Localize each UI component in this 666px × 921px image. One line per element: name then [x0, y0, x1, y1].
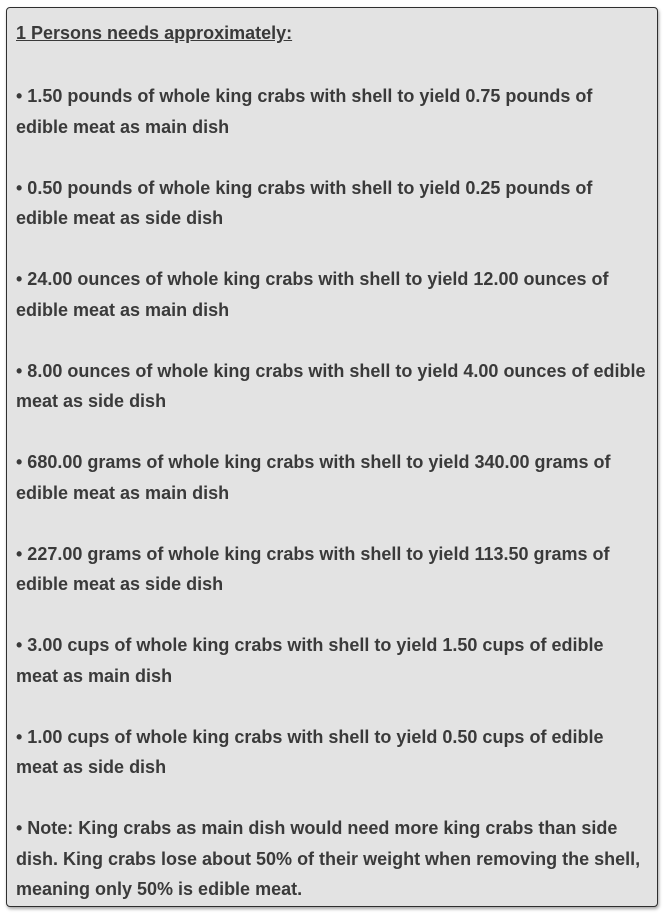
- result-item-pounds-main: • 1.50 pounds of whole king crabs with shell to yield 0.75 pounds of edible meat as main dish: [16, 86, 593, 137]
- result-heading: 1 Persons needs approximately:: [16, 23, 293, 43]
- result-item-ounces-main: • 24.00 ounces of whole king crabs with shell to yield 12.00 ounces of edible meat as main dish: [16, 269, 609, 320]
- result-item-grams-side: • 227.00 grams of whole king crabs with shell to yield 113.50 grams of edible meat as side dish: [16, 543, 610, 594]
- result-item-pounds-side: • 0.50 pounds of whole king crabs with shell to yield 0.25 pounds of edible meat as side dish: [16, 177, 593, 228]
- result-note: • Note: King crabs as main dish would need more king crabs than side dish. King crabs lose about 50% of their weight when removing the shell, meaning only 50% is edible meat.: [16, 818, 641, 899]
- result-item-grams-main: • 680.00 grams of whole king crabs with shell to yield 340.00 grams of edible meat as main dish: [16, 452, 611, 503]
- result-item-cups-side: • 1.00 cups of whole king crabs with shell to yield 0.50 cups of edible meat as side dish: [16, 726, 604, 777]
- result-item-ounces-side: • 8.00 ounces of whole king crabs with shell to yield 4.00 ounces of edible meat as side dish: [16, 360, 646, 411]
- result-item-cups-main: • 3.00 cups of whole king crabs with shell to yield 1.50 cups of edible meat as main dish: [16, 635, 604, 686]
- result-box: [6, 7, 658, 907]
